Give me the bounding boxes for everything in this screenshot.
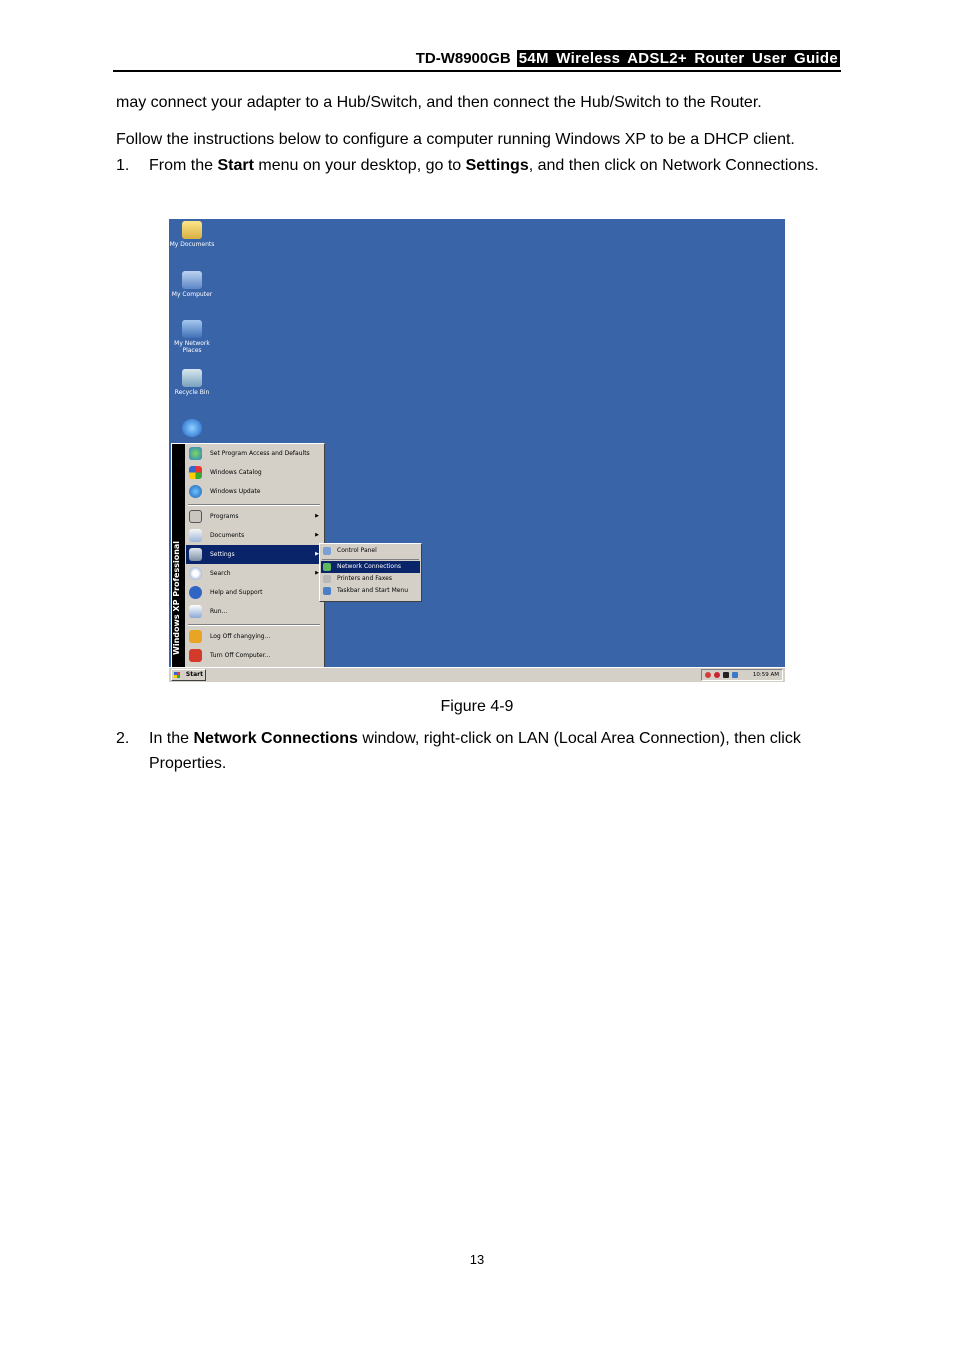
submenu-item-label: Network Connections [337,563,402,570]
step-2-text [149,727,849,776]
computer-icon [182,271,202,289]
menu-item-run [186,602,322,621]
menu-item-label: Help and Support [210,589,263,596]
menu-item-label: Set Program Access and Defaults [210,450,310,457]
start-menu-sidebar-text: Windows XP Professional [172,540,181,655]
tray-network-icon [723,672,729,678]
menu-item-turn-off [186,646,322,665]
network-connections-icon [323,563,331,571]
desktop-icon-recycle-bin [169,369,215,396]
start-button [171,669,206,681]
menu-item-help [186,583,322,602]
menu-item-label: Search [210,570,231,577]
menu-item-programs [186,507,322,526]
settings-icon [189,548,202,561]
run-icon [189,605,202,618]
folder-icon [182,221,202,239]
desktop-icon-label: My Network [174,340,210,347]
windows-flag-icon [174,672,180,678]
tray-alert-icon [714,672,720,678]
menu-item-label: Windows Catalog [210,469,262,476]
page-number: 13 [469,1252,485,1267]
intro-paragraph: may connect your adapter to a Hub/Switch, and then connect the Hub/Switch to the Router. [116,94,762,111]
header-rule [113,70,841,72]
desktop-icon-label: My Computer [171,291,213,298]
network-icon [182,320,202,338]
program-access-icon [189,447,202,460]
tray-shield-icon [705,672,711,678]
desktop-icon-label: Recycle Bin [174,389,210,396]
start-menu-sidebar [172,444,185,668]
desktop-icon-my-computer [169,271,215,298]
start-menu [171,443,325,669]
search-icon [189,567,202,580]
help-icon [189,586,202,599]
submenu-arrow-icon: ▶ [315,513,319,519]
submenu-arrow-icon: ▶ [315,570,319,576]
menu-item-log-off [186,627,322,646]
figure-caption: Figure 4-9 [440,698,514,715]
submenu-item-control-panel [321,545,420,557]
menu-item-windows-catalog [186,463,322,482]
page-header [416,49,840,69]
menu-separator [188,624,320,626]
printer-icon [323,575,331,583]
start-button-label: Start [185,671,203,678]
menu-item-documents [186,526,322,545]
tray-volume-icon [732,672,738,678]
menu-item-label: Settings [210,551,235,558]
figure-screenshot [169,219,785,682]
menu-item-label: Documents [210,532,245,539]
menu-item-windows-update [186,482,322,501]
windows-catalog-icon [189,466,202,479]
settings-submenu [319,543,422,602]
menu-separator [188,504,320,506]
desktop-icon-label: Places [182,347,202,354]
step-1-text [149,154,849,179]
programs-icon [189,510,202,523]
system-tray [701,669,783,681]
step-1-text-part: menu on your desktop, go to [253,157,466,174]
follow-paragraph: Follow the instructions below to configure a computer running Windows XP to be a DHCP client. [116,131,795,148]
control-panel-icon [323,547,331,555]
submenu-separator [322,559,419,560]
desktop-icon-internet-explorer [169,419,215,439]
submenu-item-label: Taskbar and Start Menu [337,587,409,594]
step-2-text-part: In the [149,730,194,747]
submenu-item-printers-faxes [321,573,420,585]
submenu-arrow-icon: ▶ [315,532,319,538]
step-1-number: 1. [116,157,130,174]
documents-icon [189,529,202,542]
step-2-network-connections-bold: Network Connections [193,730,358,747]
menu-item-search [186,564,322,583]
recycle-bin-icon [182,369,202,387]
desktop-icon-network-places [169,320,215,354]
taskbar-icon [323,587,331,595]
key-icon [189,630,202,643]
menu-item-set-program-access [186,444,322,463]
menu-item-label: Windows Update [210,488,261,495]
step-1-text-part: From the [149,157,218,174]
step-2-number: 2. [116,730,130,747]
menu-item-label: Run... [210,608,228,615]
submenu-item-taskbar [321,585,420,597]
desktop-icon-label: My Documents [169,241,215,248]
header-guide-title: 54M Wireless ADSL2+ Router User Guide [518,50,838,67]
windows-update-icon [189,485,202,498]
step-1-start-bold: Start [217,157,254,174]
taskbar [169,667,785,682]
submenu-item-network-connections [321,561,420,573]
step-2-text-part: window, right-click on LAN (Local Area Connection), then click Properties. [149,730,801,772]
submenu-item-label: Control Panel [337,547,377,554]
submenu-item-label: Printers and Faxes [337,575,392,582]
step-1-settings-bold: Settings [465,157,529,174]
step-1-text-part: , and then click on Network Connections. [528,157,819,174]
tray-clock: 10:59 AM [752,672,779,678]
power-icon [189,649,202,662]
desktop-icon-my-documents [169,221,215,248]
internet-explorer-icon [182,419,202,437]
menu-item-label: Programs [210,513,239,520]
submenu-arrow-icon: ▶ [315,551,319,557]
header-model: TD-W8900GB [415,50,511,67]
menu-item-label: Log Off changying... [210,633,271,640]
menu-item-label: Turn Off Computer... [210,652,271,659]
menu-item-settings [186,545,322,564]
